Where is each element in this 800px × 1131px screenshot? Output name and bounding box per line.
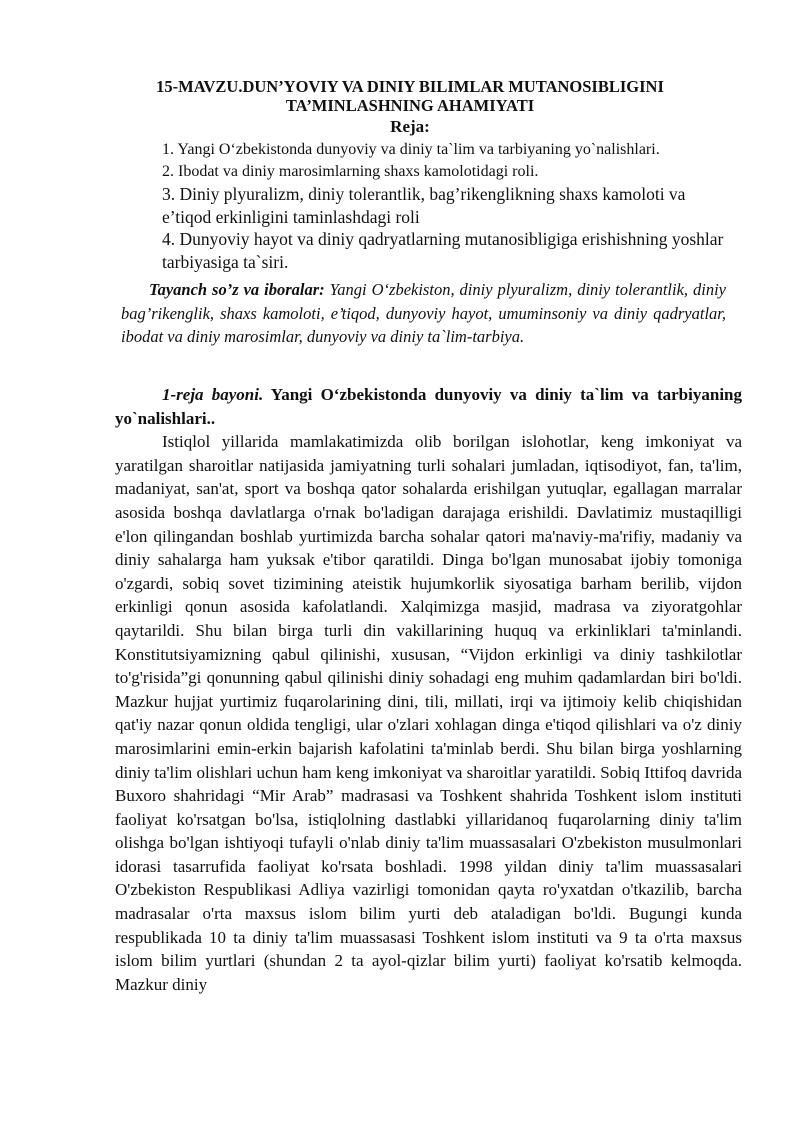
topic-title-line-1: 15-MAVZU.DUN’YOVIY VA DINIY BILIMLAR MUTANOSIBLIGINI <box>156 77 664 96</box>
plan-item-3: 3. Diniy plyuralizm, diniy tolerantlik, bag’rikenglikning shaxs kamoloti va e’tiqod erkinligini taminlashdagi roli <box>162 184 686 227</box>
section-title: Yangi O‘zbekistonda dunyoviy va diniy ta`lim va tarbiyaning yo`nalishlari.. <box>115 385 742 428</box>
keywords-label: Tayanch so’z va iboralar: <box>149 280 325 299</box>
plan-item-1: 1. Yangi O‘zbekistonda dunyoviy va diniy ta`lim va tarbiyaning yo`nalishlari. <box>162 141 660 158</box>
section-body <box>115 383 742 996</box>
plan-item-4: 4. Dunyoviy hayot va diniy qadryatlarning mutanosibligiga erishishning yoshlar tarbiyasiga ta`siri. <box>162 229 724 272</box>
keywords-text: Yangi O‘zbekiston, diniy plyuralizm, diniy tolerantlik, diniy bag’rikenglik, shaxs kamoloti, e’tiqod, dunyoviy hayot, umuminsoniy va diniy qadryatlar, ibodat va diniy marosimlar, dunyoviy va diniy ta`lim-tarbiya. <box>121 280 726 346</box>
plan-list <box>162 139 732 273</box>
keywords-paragraph <box>121 278 726 349</box>
plan-heading: Reja: <box>390 117 430 136</box>
section-label: 1-reja bayoni. <box>162 385 264 404</box>
body-paragraph: Istiqlol yillarida mamlakatimizda olib borilgan islohotlar, keng imkoniyat va yaratilgan sharoitlar natijasida jamiyatning turli sohalari jumladan, iqtisodiyot, fan, ta'lim, madaniyat, san'at, sport va boshqa qator sohalarda erishilgan yutuqlar, egallagan marralar asosida boshqa davlatlarga o'rnak bo'ladigan darajaga erishildi. Davlatimiz mustaqilligi e'lon qilingandan boshlab yurtimizda barcha sohalar qatori ma'naviy-ma'rifiy, madaniy va diniy sahalarga ham yuksak e'tibor qaratildi. Dinga bo'lgan munosabat ijobiy tomoniga o'zgardi, sobiq sovet tizimining ateistik hujumkorlik siyosatiga barham berilib, vijdon erkinligi qonun asosida kafolatlandi. Xalqimizga masjid, madrasa va ziyoratgohlar qaytarildi. Shu bilan birga turli din vakillarining huquq va erkinliklari ta'minlandi. Konstitutsiyamizning qabul qilinishi, xususan, “Vijdon erkinligi va diniy tashkilotlar to'g'risida”gi qonunning qabul qilinishi diniy sohadagi eng muhim qadamlardan biri bo'ldi. Mazkur hujjat yurtimiz fuqarolarining dini, tili, millati, irqi va ijtimoiy kelib chiqishidan qat'iy nazar qonun oldida tengligi, ular o'zlari xohlagan dinga e'tiqod qilishlari va o'z diniy marosimlarini emin-erkin bajarish kafolatini ta'minlab berdi. Shu bilan birga yoshlarning diniy ta'lim olishlari uchun ham keng imkoniyat va sharoitlar yaratildi. Sobiq Ittifoq davrida Buxoro shahridagi “Mir Arab” madrasasi va Toshkent shahrida Toshkent islom instituti faoliyat ko'rsatgan bo'lsa, istiqlolning dastlabki yillaridanoq fuqarolarning diniy ta'lim olishga bo'lgan ishtiyoqi tufayli o'nlab diniy ta'lim muassasalari O'zbekiston musulmonlari idorasi tasarrufida faoliyat ko'rsata boshladi. 1998 yildan diniy ta'lim muassasalari O'zbekiston Respublikasi Adliya vazirligi tomonidan qayta ro'yxatdan o'tkazilib, barcha madrasalar o'rta maxsus islom bilim yurti deb ataladigan bo'ldi. Bugungi kunda respublikada 10 ta diniy ta'lim muassasasi Toshkent islom instituti va 9 ta o'rta maxsus islom bilim yurtlari (shundan 2 ta ayol-qizlar bilim yurti) faoliyat ko'rsatib kelmoqda. Mazkur diniy <box>115 432 742 994</box>
section-heading <box>115 383 742 430</box>
plan-item-2: 2. Ibodat va diniy marosimlarning shaxs kamolotidagi roli. <box>162 163 539 180</box>
topic-title-line-2: TA’MINLASHNING AHAMIYATI <box>285 96 535 115</box>
